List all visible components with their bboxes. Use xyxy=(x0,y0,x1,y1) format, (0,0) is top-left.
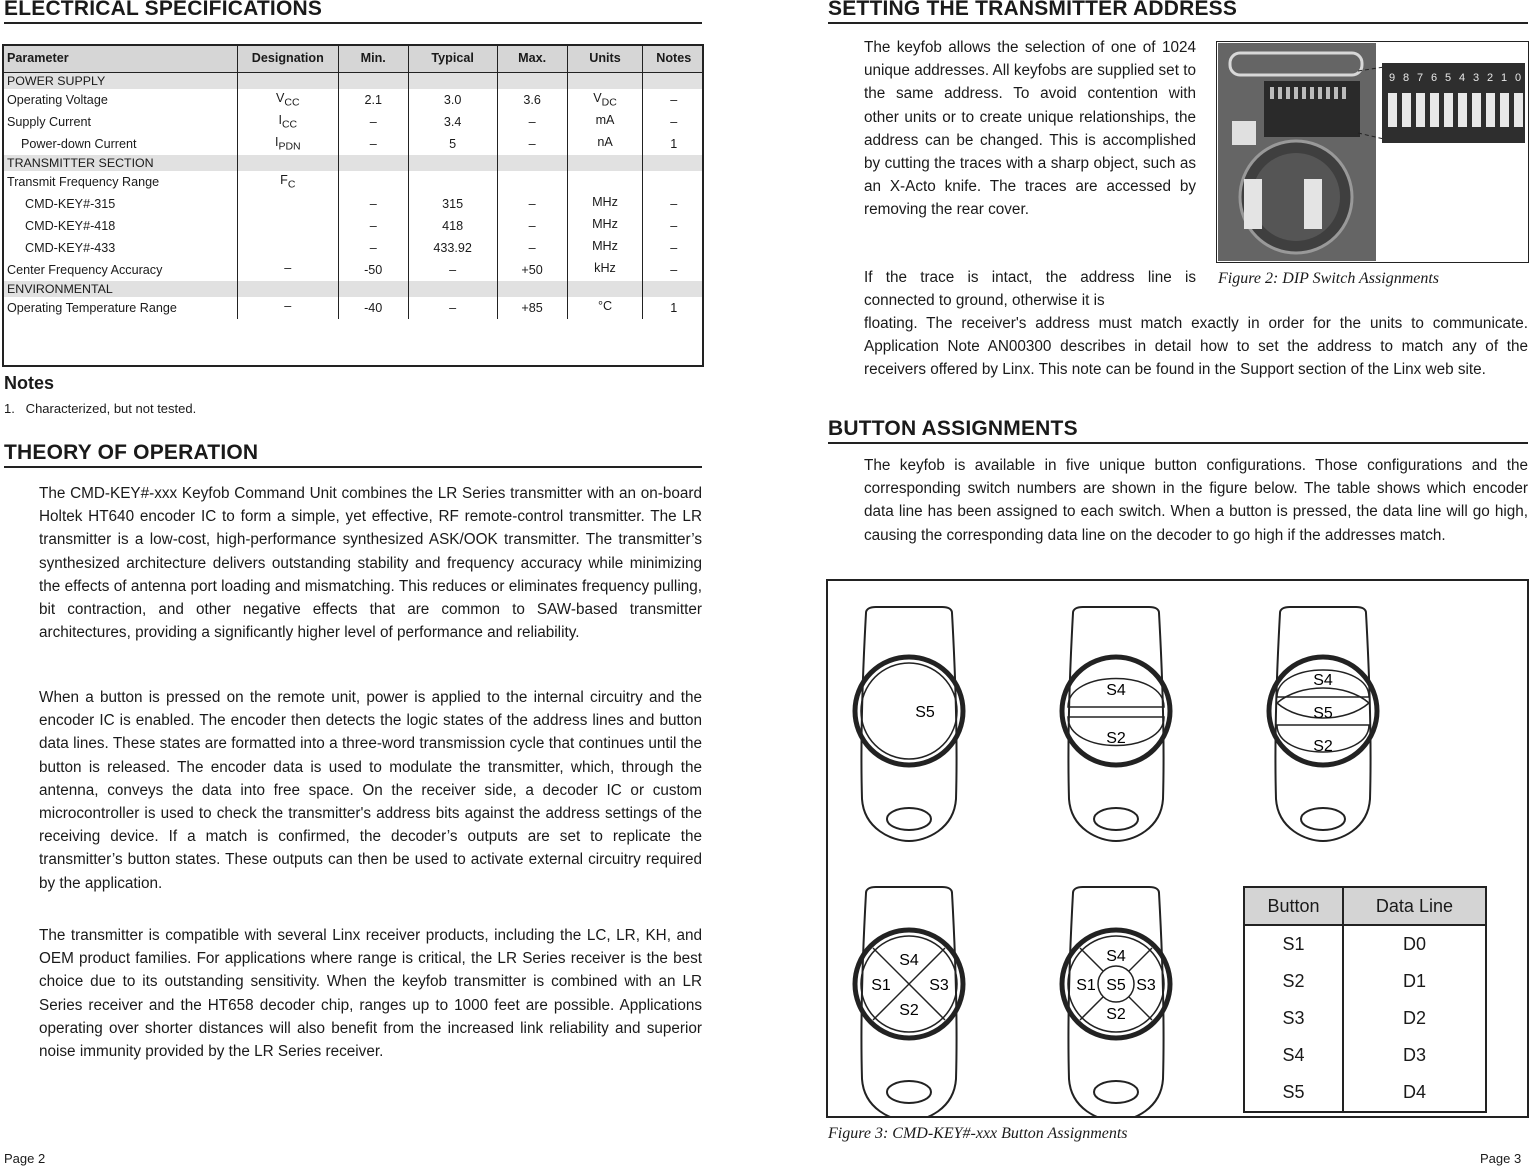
spec-header-row xyxy=(3,44,705,73)
spec-param: CMD-KEY#-433 xyxy=(3,237,238,259)
spec-param: Transmit Frequency Range xyxy=(3,171,238,193)
spec-col-header: Notes xyxy=(643,44,704,73)
spec-notes: 1 xyxy=(643,297,704,319)
spec-typ: 3.4 xyxy=(408,111,497,133)
spec-typ xyxy=(408,171,497,193)
unit-symbol: MHz xyxy=(592,217,618,232)
spec-category: POWER SUPPLY xyxy=(3,73,238,90)
dip-number: 4 xyxy=(1458,72,1466,84)
keyfob-1 xyxy=(855,607,963,841)
fob4-s2-label: S2 xyxy=(899,1002,919,1019)
spec-col-header: Parameter xyxy=(3,44,238,73)
spec-col-header: Designation xyxy=(237,44,338,73)
spec-param: Operating Temperature Range xyxy=(3,297,238,319)
spec-notes: – xyxy=(643,259,704,281)
spec-notes: – xyxy=(643,193,704,215)
spec-cell-empty xyxy=(643,73,704,90)
spec-typ: 5 xyxy=(408,133,497,155)
fob5-s2-label: S2 xyxy=(1106,1006,1126,1023)
theory-title: THEORY OF OPERATION xyxy=(4,441,702,468)
theory-paragraph-3: The transmitter is compatible with several Linx receiver products, including the LC, LR, KH, and OEM product families. For applications where range is critical, the LR Series receiver is the best choice due to its outstanding sensitivity. When the keyfob transmitter is combined with an LR Series receiver and the HT658 decoder chip, ranges up to 1000 feet are possible. Applications operating over shorter distances will also benefit from the increased link reliability and superior noise immunity provided by the LR Series receiver. xyxy=(39,927,702,1061)
spec-max: – xyxy=(497,237,567,259)
btn-switch: S2 xyxy=(1244,963,1343,1000)
spec-cell-empty xyxy=(237,73,338,90)
keyfob-3 xyxy=(1269,607,1377,841)
spec-notes: – xyxy=(643,111,704,133)
dip-number: 3 xyxy=(1472,72,1480,84)
spec-units xyxy=(567,215,643,237)
spec-notes: – xyxy=(643,237,704,259)
btn-row xyxy=(1244,925,1486,963)
unit-subscript: DC xyxy=(601,96,617,109)
dip-number: 1 xyxy=(1500,72,1508,84)
unit-symbol: mA xyxy=(595,113,615,128)
address-title: SETTING THE TRANSMITTER ADDRESS xyxy=(828,0,1528,24)
spec-cell-empty xyxy=(567,155,643,171)
fob5-s1-label: S1 xyxy=(1076,977,1096,994)
btn-row xyxy=(1244,1074,1486,1112)
spec-max xyxy=(497,171,567,193)
designation-subscript: C xyxy=(287,178,296,191)
spec-designation xyxy=(237,215,338,237)
unit-symbol: MHz xyxy=(592,239,618,254)
spec-max: 3.6 xyxy=(497,89,567,111)
keyfob-5 xyxy=(1062,887,1170,1118)
spec-col-header: Typical xyxy=(408,44,497,73)
spec-row xyxy=(3,89,705,111)
address-paragraph-2b: floating. The receiver's address must match exactly in order for the units to communicate. Application Note AN00300 describes in detail how to set the address to match any of the receivers offered by Linx. This note can be found in the Support section of the Linx web site. xyxy=(864,315,1528,379)
spec-cell-empty xyxy=(567,281,643,297)
spec-units xyxy=(567,237,643,259)
spec-row xyxy=(3,133,705,155)
designation-symbol: – xyxy=(284,299,292,314)
fob5-s4-label: S4 xyxy=(1106,948,1126,965)
designation-symbol: V xyxy=(275,91,285,106)
address-paragraph-2a: If the trace is intact, the address line is connected to ground, otherwise it is xyxy=(864,269,1196,310)
btn-switch: S5 xyxy=(1244,1074,1343,1112)
spec-units xyxy=(567,171,643,193)
spec-designation xyxy=(237,111,338,133)
btn-switch: S3 xyxy=(1244,1000,1343,1037)
fob3-s2-label: S2 xyxy=(1313,738,1333,755)
spec-units xyxy=(567,259,643,281)
spec-designation xyxy=(237,259,338,281)
fob4-s4-label: S4 xyxy=(899,952,919,969)
spec-typ: 3.0 xyxy=(408,89,497,111)
spec-min: -50 xyxy=(338,259,408,281)
designation-subscript: CC xyxy=(281,118,298,131)
dip-number: 9 xyxy=(1388,72,1396,84)
spec-row xyxy=(3,281,705,297)
spec-typ: 433.92 xyxy=(408,237,497,259)
spec-param: Operating Voltage xyxy=(3,89,238,111)
fob5-s5-label: S5 xyxy=(1106,977,1126,994)
spec-typ: – xyxy=(408,259,497,281)
spec-col-header: Max. xyxy=(497,44,567,73)
spec-max: +50 xyxy=(497,259,567,281)
unit-symbol: V xyxy=(593,91,602,106)
spec-row xyxy=(3,259,705,281)
fob5-s3-label: S3 xyxy=(1136,977,1156,994)
btn-col-header: Button xyxy=(1244,887,1343,925)
designation-subscript: CC xyxy=(284,96,300,109)
spec-col-header: Min. xyxy=(338,44,408,73)
spec-table xyxy=(2,44,704,319)
spec-row xyxy=(3,297,705,319)
spec-row xyxy=(3,215,705,237)
spec-param: Supply Current xyxy=(3,111,238,133)
spec-row xyxy=(3,111,705,133)
unit-symbol: kHz xyxy=(594,261,616,276)
spec-max: – xyxy=(497,215,567,237)
btn-switch: S4 xyxy=(1244,1037,1343,1074)
btn-switch: S1 xyxy=(1244,925,1343,963)
spec-designation xyxy=(237,171,338,193)
spec-row xyxy=(3,73,705,90)
spec-category: ENVIRONMENTAL xyxy=(3,281,238,297)
spec-cell-empty xyxy=(497,155,567,171)
dip-number: 0 xyxy=(1514,72,1522,84)
spec-designation xyxy=(237,297,338,319)
spec-min: -40 xyxy=(338,297,408,319)
spec-min: – xyxy=(338,215,408,237)
button-data-line-table xyxy=(1243,886,1487,1113)
spec-max: – xyxy=(497,193,567,215)
dip-number: 8 xyxy=(1402,72,1410,84)
spec-notes: – xyxy=(643,215,704,237)
theory-paragraph-2: When a button is pressed on the remote unit, power is applied to the internal circuitry and the encoder IC is enabled. The encoder then detects the logic states of the address lines and button data lines. These states are formatted into a three-word transmission cycle that continues until the button is released. The encoder data is used to modulate the transmitter, which, through the antenna, conveys the data into free space. On the receiver side, a decoder IC or custom microcontroller is used to check the transmitter's address bits against the address settings of the receiving device. If a match is confirmed, the decoder’s outputs are set to replicate the transmitter’s button states. These outputs can then be used to activate external circuitry required by the application. xyxy=(39,689,702,892)
theory-paragraph-1: The CMD-KEY#-xxx Keyfob Command Unit combines the LR Series transmitter with an on-board Holtek HT640 encoder IC to form a simple, yet effective, RF remote-control transmitter. The LR transmitter is a low-cost, high-performance synthesized ASK/OOK transmitter. The transmitter’s synthesized architecture delivers outstanding stability and frequency accuracy while minimizing the effects of antenna port loading and mismatching. This reduces or eliminates frequency pulling, bit contraction, and other negative effects that are common to SAW-based transmitter architectures, providing a significantly higher level of performance and reliability. xyxy=(39,485,702,642)
fob1-s5-label: S5 xyxy=(915,704,935,721)
spec-body xyxy=(3,73,705,320)
spec-typ: – xyxy=(408,297,497,319)
spec-designation xyxy=(237,133,338,155)
spec-units xyxy=(567,193,643,215)
btn-row xyxy=(1244,963,1486,1000)
spec-row xyxy=(3,171,705,193)
spec-row xyxy=(3,237,705,259)
spec-cell-empty xyxy=(497,73,567,90)
spec-designation xyxy=(237,237,338,259)
button-assignments-title: BUTTON ASSIGNMENTS xyxy=(828,417,1528,444)
dip-number: 5 xyxy=(1444,72,1452,84)
dip-number: 7 xyxy=(1416,72,1424,84)
fob2-s4-label: S4 xyxy=(1106,682,1126,699)
address-paragraph-1: The keyfob allows the selection of one of 1024 unique addresses. All keyfobs are supplied set to the same address. To avoid contention with other units or to create unique relationships, the address can be changed. This is accomplished by cutting the traces with a sharp object, such as an X-Acto knife. The traces are accessed by removing the rear cover. xyxy=(864,39,1196,219)
designation-symbol: I xyxy=(274,135,279,150)
fob3-s5-label: S5 xyxy=(1313,705,1333,722)
spec-row xyxy=(3,155,705,171)
button-assignments-paragraph: The keyfob is available in five unique button configurations. Those configurations and the corresponding switch numbers are shown in the figure below. The table shows which encoder data line has been assigned to each switch. When a button is pressed, the data line will go high, causing the corresponding data line on the decoder to go high if the addresses match. xyxy=(864,457,1528,544)
keyfob-2 xyxy=(1062,607,1170,841)
spec-cell-empty xyxy=(408,155,497,171)
spec-min: – xyxy=(338,133,408,155)
spec-param: CMD-KEY#-418 xyxy=(3,215,238,237)
btn-data-line: D3 xyxy=(1343,1037,1486,1074)
btn-header-row xyxy=(1244,887,1486,925)
spec-cell-empty xyxy=(643,281,704,297)
notes-heading: Notes xyxy=(4,373,55,393)
designation-symbol: F xyxy=(280,173,288,188)
spec-col-header: Units xyxy=(567,44,643,73)
fob4-s1-label: S1 xyxy=(871,977,891,994)
figure-3-caption: Figure 3: CMD-KEY#-xxx Button Assignments xyxy=(828,1125,1128,1142)
spec-cell-empty xyxy=(643,155,704,171)
spec-cell-empty xyxy=(338,281,408,297)
btn-col-header: Data Line xyxy=(1343,887,1486,925)
dip-number: 2 xyxy=(1486,72,1494,84)
btn-data-line: D2 xyxy=(1343,1000,1486,1037)
designation-symbol: I xyxy=(278,113,282,128)
spec-units xyxy=(567,133,643,155)
spec-cell-empty xyxy=(237,155,338,171)
spec-min: 2.1 xyxy=(338,89,408,111)
fob3-s4-label: S4 xyxy=(1313,672,1333,689)
spec-typ: 418 xyxy=(408,215,497,237)
dip-number: 6 xyxy=(1430,72,1438,84)
spec-cell-empty xyxy=(408,281,497,297)
spec-row xyxy=(3,193,705,215)
spec-cell-empty xyxy=(567,73,643,90)
dip-switch-photo xyxy=(1216,41,1529,263)
unit-symbol: MHz xyxy=(592,195,618,210)
spec-cell-empty xyxy=(338,73,408,90)
spec-cell-empty xyxy=(497,281,567,297)
spec-min: – xyxy=(338,193,408,215)
spec-designation xyxy=(237,193,338,215)
spec-cell-empty xyxy=(338,155,408,171)
spec-param: Center Frequency Accuracy xyxy=(3,259,238,281)
btn-data-line: D4 xyxy=(1343,1074,1486,1112)
spec-typ: 315 xyxy=(408,193,497,215)
btn-body xyxy=(1244,925,1486,1112)
spec-cell-empty xyxy=(408,73,497,90)
designation-symbol: – xyxy=(284,261,292,276)
spec-notes: 1 xyxy=(643,133,704,155)
designation-subscript: PDN xyxy=(278,140,301,153)
figure-2-caption: Figure 2: DIP Switch Assignments xyxy=(1218,270,1440,287)
spec-min xyxy=(338,171,408,193)
spec-max: +85 xyxy=(497,297,567,319)
spec-param: CMD-KEY#-315 xyxy=(3,193,238,215)
spec-notes: – xyxy=(643,89,704,111)
spec-max: – xyxy=(497,133,567,155)
spec-cell-empty xyxy=(237,281,338,297)
spec-min: – xyxy=(338,237,408,259)
btn-row xyxy=(1244,1000,1486,1037)
fob4-s3-label: S3 xyxy=(929,977,949,994)
spec-units xyxy=(567,111,643,133)
page-number-right: Page 3 xyxy=(1480,1151,1522,1166)
electrical-specs-title: ELECTRICAL SPECIFICATIONS xyxy=(4,0,702,24)
page-number-left: Page 2 xyxy=(4,1151,46,1166)
spec-units xyxy=(567,297,643,319)
btn-data-line: D1 xyxy=(1343,963,1486,1000)
spec-max: – xyxy=(497,111,567,133)
spec-category: TRANSMITTER SECTION xyxy=(3,155,238,171)
keyfob-4 xyxy=(855,887,963,1118)
spec-param: Power-down Current xyxy=(3,133,238,155)
unit-symbol: nA xyxy=(597,135,613,150)
btn-data-line: D0 xyxy=(1343,925,1486,963)
unit-symbol: °C xyxy=(597,299,613,314)
spec-notes xyxy=(643,171,704,193)
spec-units xyxy=(567,89,643,111)
spec-min: – xyxy=(338,111,408,133)
btn-row xyxy=(1244,1037,1486,1074)
spec-designation xyxy=(237,89,338,111)
note-1: 1. Characterized, but not tested. xyxy=(4,401,197,416)
fob2-s2-label: S2 xyxy=(1106,730,1126,747)
